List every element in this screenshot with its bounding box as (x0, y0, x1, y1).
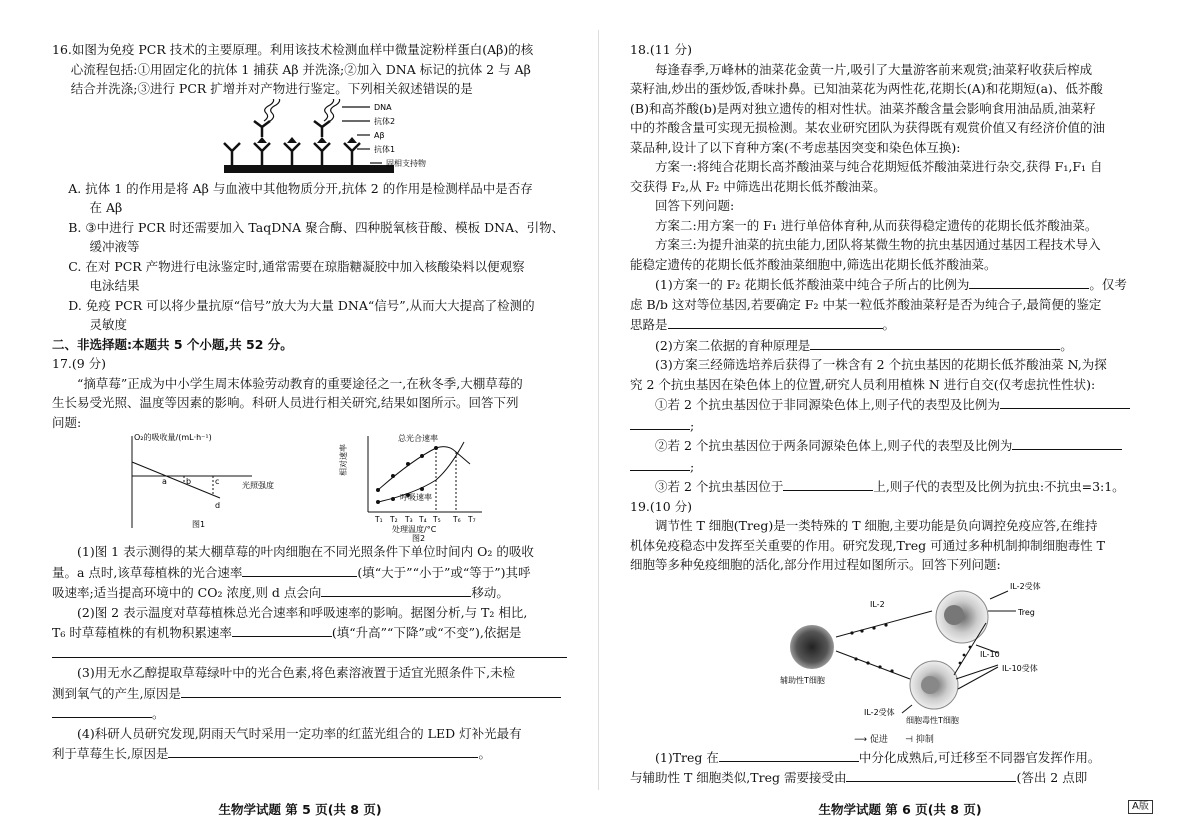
q17-figures (52, 432, 572, 542)
q17-intro-line2: 生长易受光照、温度等因素的影响。科研人员进行相关研究,结果如图所示。回答下列 (52, 395, 519, 410)
label-il2: IL-2 (870, 599, 885, 609)
label-solid-support: 固相支持物 (386, 158, 426, 168)
q18-p1: 每逢春季,万峰林的油菜花金黄一片,吸引了大量游客前来观赏;油菜籽收获后榨成 (655, 61, 1093, 77)
fig2-curve-total: 总光合速率 (398, 434, 438, 443)
q16-option-d-line2: 灵敏度 (89, 317, 128, 332)
answer-blank[interactable] (242, 562, 357, 577)
q16-stem-line3: 结合并洗涤;③进行 PCR 扩增并对产物进行鉴定。下列相关叙述错误的是 (70, 81, 473, 96)
q18-case1-text: ①若 2 个抗虫基因位于非同源染色体上,则子代的表型及比例为 (655, 397, 1000, 412)
q19-p2: 机体免疫稳态中发挥至关重要的作用。研究发现,Treg 可通过多种机制抑制细胞毒性 T (630, 537, 1105, 553)
answer-blank[interactable] (810, 335, 1060, 350)
label-abeta: Aβ (374, 130, 385, 140)
q16-option-b-line1: B. ③中进行 PCR 时还需要加入 TaqDNA 聚合酶、四种脱氧核苷酸、模板 DNA、引物、 (68, 219, 565, 235)
answer-blank[interactable] (321, 582, 471, 597)
q17-s2-line1: (2)图 2 表示温度对草莓植株总光合速率和呼吸速率的影响。据图分析,与 T₂ 相比, (77, 604, 528, 620)
promote-arrow-icon: ⟶ (854, 734, 868, 745)
answer-blank[interactable] (668, 314, 883, 329)
q17-s1-line1: (1)图 1 表示测得的某大棚草莓的叶肉细胞在不同光照条件下单位时间内 O₂ 的吸收 (77, 544, 534, 559)
q19-s1-text3: 与辅助性 T 细胞类似,Treg 需要接受由 (630, 770, 847, 785)
fig2-tick-t3: T₃ (405, 515, 413, 524)
figure1 (132, 436, 252, 528)
label-antibody1: 抗体1 (374, 144, 396, 154)
q16-option-c-line1: C. 在对 PCR 产物进行电泳鉴定时,通常需要在琼脂糖凝胶中加入核酸染料以便观察 (68, 258, 525, 274)
q18-s3-line2: 究 2 个抗虫基因在染色体上的位置,研究人员利用植株 N 进行自交(仅考虑抗性性状): (630, 376, 1096, 392)
q17-s1-line3 (52, 582, 572, 603)
q18-s1-text3: 思路是 (630, 317, 668, 332)
q17-s2-line3 (52, 643, 572, 664)
answer-blank[interactable] (52, 643, 567, 658)
fig2-caption: 图2 (412, 534, 426, 542)
label-il10-receptor: IL-10受体 (1002, 663, 1038, 673)
fig2-tick-t6: T₆ (453, 515, 461, 524)
answer-blank[interactable] (168, 743, 478, 758)
q17-s1-text2: (填“大于”“小于”或“等于”)其呼 (357, 564, 531, 580)
q18-case3-text: ③若 2 个抗虫基因位于 (655, 479, 784, 494)
q18-case1-line1 (630, 394, 1158, 415)
q18-case3-text2: 上,则子代的表型及比例为抗虫:不抗虫=3:1。 (873, 479, 1125, 494)
q16-stem-line2: 心流程包括:①用固定化的抗体 1 捕获 Aβ 并洗涤;②加入 DNA 标记的抗体 2 与 Aβ (70, 61, 531, 77)
q19-heading: 19.(10 分) (630, 498, 693, 514)
q18-case2-line2: ; (630, 456, 1158, 477)
q18-ask: 回答下列问题: (655, 198, 735, 213)
label-cytotoxic-t: 细胞毒性T细胞 (906, 715, 959, 725)
q17-s3-text: 测到氧气的产生,原因是 (52, 685, 181, 701)
answer-blank[interactable] (1000, 394, 1130, 409)
q18-plan2: 方案二:用方案一的 F₁ 进行单倍体育种,从而获得稳定遗传的花期长低芥酸油菜。 (655, 217, 1098, 233)
q16-option-d-line1: D. 免疫 PCR 可以将少量抗原“信号”放大为大量 DNA“信号”,从而大大提高了检测的 (68, 297, 535, 313)
answer-blank[interactable] (630, 456, 690, 471)
fig2-tick-t4: T₄ (419, 515, 427, 524)
q18-s2-text2: 。 (1060, 337, 1073, 353)
label-il2-receptor-bottom: IL-2受体 (864, 707, 895, 717)
q17-s3-line3: 。 (52, 703, 572, 724)
answer-blank[interactable] (1012, 435, 1122, 450)
q16-option-c-line2: 电泳结果 (89, 278, 140, 293)
q18-case2-text: ②若 2 个抗虫基因位于两条同源染色体上,则子代的表型及比例为 (655, 438, 1013, 453)
page-6-footer: 生物学试题 第 6 页(共 8 页) (818, 802, 982, 817)
q18-s2-text: (2)方案二依据的育种原理是 (655, 337, 811, 353)
fig2-ylabel: 相对速率 (339, 444, 348, 476)
q17-s1-text: 量。a 点时,该草莓植株的光合速率 (52, 564, 243, 580)
q19-s1-text2: 中分化成熟后,可迁移至不同器官发挥作用。 (858, 749, 1101, 765)
page-6-content (630, 40, 1158, 788)
q18-plan1-line2: 交获得 F₂,从 F₂ 中筛选出花期长低芥酸油菜。 (630, 178, 886, 194)
treg-diagram (630, 575, 1158, 733)
helper-t-cell (790, 625, 834, 669)
fig2-tick-t5: T₅ (433, 515, 441, 524)
fig1-point-c: c (215, 477, 220, 486)
q18-s1-text: (1)方案一的 F₂ 花期长低芥酸油菜中纯合子所占的比例为 (655, 277, 970, 292)
fig1-point-a: a (162, 477, 167, 486)
legend-promote: 促进 (869, 734, 888, 745)
fig2-tick-t7: T₇ (468, 515, 476, 524)
q17-intro-line3: 问题: (52, 414, 82, 430)
q17-s2-text2: (填“升高”“下降”或“不变”),依据是 (331, 625, 522, 640)
q17-s1-line2 (52, 562, 572, 583)
q18-heading: 18.(11 分) (630, 42, 693, 57)
q18-s1-line3 (630, 314, 1158, 335)
q19-s1-text: (1)Treg 在 (655, 749, 719, 765)
q18-case1-line2: ; (630, 415, 1158, 436)
q19-s1-line1 (630, 747, 1158, 768)
q19-s1-text4: (答出 2 点即 (1016, 770, 1088, 785)
q18-s1-line2: 虑 B/b 这对等位基因,若要确定 F₂ 中某一粒低芥酸油菜籽是否为纯合子,最简便的鉴定 (630, 296, 1102, 312)
answer-blank[interactable] (630, 415, 690, 430)
q18-p5: 菜品种,设计了以下育种方案(不考虑基因突变和染色体互换): (630, 139, 961, 155)
inhibit-arrow-icon: ⊣ (905, 734, 913, 745)
q17-heading: 17.(9 分) (52, 356, 107, 371)
page-5-footer: 生物学试题 第 5 页(共 8 页) (218, 802, 382, 817)
q17-s4-line1: (4)科研人员研究发现,阴雨天气时采用一定功率的红蓝光组合的 LED 灯补光最有 (77, 725, 522, 741)
q17-s2-text: T₆ 时草莓植株的有机物积累速率 (52, 625, 232, 640)
fig1-ylabel: O₂的吸收量/(mL·h⁻¹) (134, 433, 212, 442)
answer-blank[interactable] (846, 767, 1016, 782)
answer-blank[interactable] (52, 703, 152, 718)
q16-option-a-line1: A. 抗体 1 的作用是将 Aβ 与血液中其他物质分开,抗体 2 的作用是检测样品中是否存 (68, 180, 533, 196)
q18-s1-text4: 。 (882, 317, 896, 332)
q19-p1: 调节性 T 细胞(Treg)是一类特殊的 T 细胞,主要功能是负向调控免疫应答,在维持 (655, 518, 1098, 533)
label-treg: Treg (1018, 607, 1035, 617)
fig2-tick-t1: T₁ (375, 515, 383, 524)
fig1-caption: 图1 (192, 520, 206, 529)
q17-s2-line2 (52, 622, 572, 643)
q17-s3-line2 (52, 683, 572, 704)
q16-stem-line1: 16.如图为免疫 PCR 技术的主要原理。利用该技术检测血样中微量淀粉样蛋白(Aβ)的核 (52, 42, 534, 57)
q18-p4: 中的芥酸含量可实现无损检测。某农业研究团队为获得既有观赏价值又有经济价值的油 (630, 120, 1106, 135)
q18-case2-line1 (630, 435, 1158, 456)
label-dna: DNA (374, 102, 392, 112)
fig2-tick-t2: T₂ (390, 515, 398, 524)
q18-s3-line1: (3)方案三经筛选培养后获得了一株含有 2 个抗虫基因的花期长低芥酸油菜 N,为探 (655, 357, 1107, 372)
q18-case3 (630, 476, 1158, 497)
fig1-point-d: d (215, 501, 221, 510)
q17-intro-line1: “摘草莓”正成为中小学生周末体验劳动教育的重要途径之一,在秋冬季,大棚草莓的 (77, 375, 523, 391)
q18-s1-text2: 。仅考 (1089, 277, 1127, 292)
q18-p3: (B)和高芥酸(b)是两对独立遗传的相对性状。油菜芥酸含量会影响食用油品质,油菜籽 (630, 100, 1096, 116)
label-antibody2: 抗体2 (374, 116, 396, 126)
fig1-point-b: b (186, 477, 192, 486)
fig2-curve-respiration: 呼吸速率 (400, 493, 432, 502)
answer-blank[interactable] (719, 747, 859, 762)
immuno-pcr-diagram (52, 99, 572, 179)
q17-s4-text: 利于草莓生长,原因是 (52, 746, 169, 761)
q18-s2 (630, 335, 1158, 356)
answer-blank[interactable] (232, 622, 332, 637)
fig2-xlabel: 处理温度/°C (392, 525, 437, 534)
q19-s1-line2 (630, 767, 1158, 788)
q17-figure-svg (52, 432, 572, 542)
q17-s1-text3: 吸速率;适当提高环境中的 CO₂ 浓度,则 d 点会向 (52, 585, 322, 600)
q19-legend (630, 733, 1158, 747)
q18-plan3-line2: 能稳定遗传的花期长低芥酸油菜细胞中,筛选出花期长低芥酸油菜。 (630, 256, 997, 272)
q16-option-b-line2: 缓冲液等 (89, 239, 140, 254)
q19-p3: 细胞等多种免疫细胞的活化,部分作用过程如图所示。回答下列问题: (630, 557, 1001, 572)
fig1-xlabel: 光照强度 (242, 481, 274, 490)
label-il2-receptor-top: IL-2受体 (1010, 581, 1041, 591)
q16-option-a-line2: 在 Aβ (89, 200, 123, 215)
q17-s1-text4: 移动。 (471, 585, 509, 600)
q19-figure (630, 575, 1158, 733)
page-5-content (52, 40, 572, 764)
answer-blank[interactable] (181, 683, 561, 698)
legend-inhibit: 抑制 (915, 734, 934, 745)
q17-s4-line2: 利于草莓生长,原因是 。 (52, 743, 572, 764)
answer-blank[interactable] (969, 274, 1089, 289)
edition-badge: A版 (1128, 800, 1153, 814)
q18-plan1-line1: 方案一:将纯合花期长高芥酸油菜与纯合花期短低芥酸油菜进行杂交,获得 F₁,F₁ 自 (655, 159, 1103, 174)
label-il10: IL-10 (980, 649, 1000, 659)
section-heading: 二、非选择题:本题共 5 个小题,共 52 分。 (52, 336, 293, 352)
q18-plan3-line1: 方案三:为提升油菜的抗虫能力,团队将某微生物的抗虫基因通过基因工程技术导入 (655, 237, 1101, 252)
solid-support (224, 165, 394, 173)
page-6 (600, 0, 1200, 832)
label-helper-t: 辅助性T细胞 (780, 675, 825, 685)
q18-p2: 菜籽油,炒出的蛋炒饭,香味扑鼻。已知油菜花为两性花,花期长(A)和花期短(a)、低芥酸 (630, 81, 1103, 96)
answer-blank[interactable] (783, 476, 873, 491)
q16-figure (52, 99, 572, 179)
q18-s1-line1 (630, 274, 1158, 295)
q17-s3-line1: (3)用无水乙醇提取草莓绿叶中的光合色素,将色素溶液置于适宜光照条件下,未检 (77, 665, 516, 680)
